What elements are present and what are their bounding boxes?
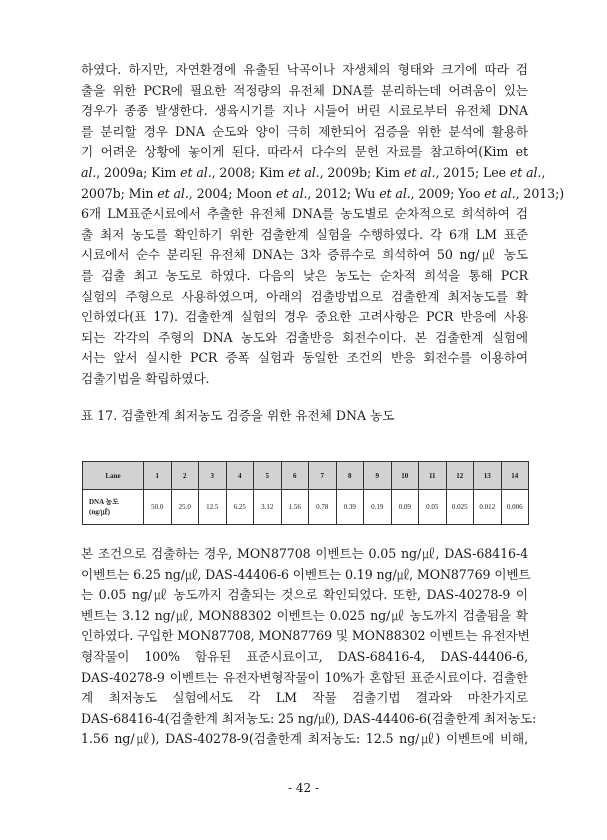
lane-header-cell: 7 — [309, 462, 337, 490]
value-cell: 0.39 — [336, 490, 364, 525]
text-line: 되는 각각의 주형의 DNA 농도와 검출반응 회전수이다. 본 검출한계 실험에 — [81, 329, 528, 345]
text-line: 는 0.05 ng/㎕ 농도까지 검출되는 것으로 확인되었다. 또한, DAS-40278-9 이 — [81, 587, 528, 603]
text-line: 인하였다. 구입한 MON87708, MON87769 및 MON88302 이벤트는 유전자변 — [81, 628, 530, 644]
row-label-line: DNA 농도 — [89, 498, 120, 506]
lane-header-cell: 8 — [336, 462, 364, 490]
lane-header-cell: 9 — [364, 462, 392, 490]
page-number: - 42 - — [287, 781, 319, 795]
value-cell: 0.19 — [364, 490, 392, 525]
lane-header-cell: 2 — [171, 462, 199, 490]
text-line: 인하였다(표 17). 검출한계 실험의 경우 중요한 고려사항은 PCR 반응에 사용 — [81, 309, 528, 325]
row-label-dna-concentration — [83, 490, 144, 525]
text-line: 를 분리할 경우 DNA 순도와 양이 극히 제한되어 검증을 위한 분석에 활용하 — [81, 123, 528, 139]
value-cell: 1.56 — [281, 490, 309, 525]
text-line: DAS-40278-9 이벤트는 유전자변형작물이 10%가 혼합된 표준시료이다. 검출한 — [81, 669, 528, 685]
value-cell: 6.25 — [226, 490, 254, 525]
text-line: DAS-68416-4(검출한계 최저농도: 25 ng/㎕), DAS-44406-6(검출한계 최저농도: — [81, 710, 537, 726]
value-cell: 0.09 — [391, 490, 419, 525]
table-caption: 표 17. 검출한계 최저농도 검증을 위한 유전체 DNA 농도 — [81, 408, 395, 423]
text-line: 1.56 ng/㎕), DAS-40278-9(검출한계 최저농도: 12.5 ng/㎕) 이벤트에 비해, — [81, 731, 528, 747]
value-cell: 12.5 — [199, 490, 227, 525]
value-cell: 25.0 — [171, 490, 199, 525]
lane-header-cell: 13 — [474, 462, 502, 490]
text-line: 서는 앞서 실시한 PCR 증폭 실험과 동일한 조건의 반응 회전수를 이용하여 — [81, 350, 528, 366]
text-line: 검출기법을 확립하였다. — [81, 370, 210, 386]
text-line: 실험의 주형으로 사용하였으며, 아래의 검출방법으로 검출한계 최저농도를 확 — [81, 288, 528, 304]
text-line: 경우가 종종 발생한다. 생육시기를 지나 시들어 버린 시료로부터 유전체 DNA — [81, 103, 528, 119]
table-row — [83, 490, 529, 525]
text-line: 형작물이 100% 함유된 표준시료이고, DAS-68416-4, DAS-44406-6, — [81, 648, 528, 664]
text-line: 출 최저 농도를 확인하기 위한 검출한계 실험을 수행하였다. 각 6개 LM 표준 — [81, 226, 528, 242]
lane-header-cell: 6 — [281, 462, 309, 490]
header-cell-lane: Lane — [83, 462, 144, 490]
body-paragraph-1 — [81, 60, 565, 390]
value-cell: 0.006 — [501, 490, 529, 525]
value-cell: 0.05 — [419, 490, 447, 525]
text-line: 2007b; Min et al., 2004; Moon et al., 2012; Wu et al., 2009; Yoo et al., 2013;) — [81, 185, 565, 201]
value-cell: 50.0 — [144, 490, 172, 525]
text-line: 이벤트는 6.25 ng/㎕, DAS-44406-6 이벤트는 0.19 ng/㎕, MON87769 이벤트 — [81, 566, 531, 582]
lane-header-cell: 4 — [226, 462, 254, 490]
value-cell: 0.78 — [309, 490, 337, 525]
lane-header-cell: 10 — [391, 462, 419, 490]
dna-concentration-table — [82, 461, 529, 525]
text-line: 본 조건으로 검출하는 경우, MON87708 이벤트는 0.05 ng/㎕, DAS-68416-4 — [81, 546, 528, 561]
text-line: 시료에서 순수 분리된 유전체 DNA는 3차 증류수로 희석하여 50 ng/㎕ 농도 — [81, 247, 528, 263]
lane-header-cell: 3 — [199, 462, 227, 490]
text-line: 벤트는 3.12 ng/㎕, MON88302 이벤트는 0.025 ng/㎕ 농도까지 검출됨을 확 — [81, 607, 528, 623]
value-cell: 0.025 — [446, 490, 474, 525]
text-line: al., 2009a; Kim et al., 2008; Kim et al., 2009b; Kim et al., 2015; Lee et al., — [81, 164, 546, 180]
text-line: 를 검출 최고 농도로 하였다. 다음의 낮은 농도는 순차적 희석을 통해 PCR — [81, 267, 528, 283]
text-line: 하였다. 하지만, 자연환경에 유출된 낙곡이나 자생체의 형태와 크기에 따라 검 — [81, 62, 528, 77]
body-paragraph-2 — [81, 544, 537, 750]
text-line: 6개 LM표준시료에서 추출한 유전체 DNA를 농도별로 순차적으로 희석하여 검 — [81, 206, 528, 222]
lane-header-cell: 14 — [501, 462, 529, 490]
value-cell: 0.012 — [474, 490, 502, 525]
lane-header-cell: 1 — [144, 462, 172, 490]
text-line: 기 어려운 상황에 놓이게 된다. 따라서 다수의 문헌 자료를 참고하여(Kim et — [81, 144, 528, 160]
lane-header-cell: 11 — [419, 462, 447, 490]
value-cell: 3.12 — [254, 490, 282, 525]
table-header-row — [83, 462, 529, 490]
text-line: 계 최저농도 실험에서도 각 LM 작물 검출기법 결과와 마찬가지로 — [81, 690, 528, 706]
lane-header-cell: 5 — [254, 462, 282, 490]
lane-header-cell: 12 — [446, 462, 474, 490]
text-line: 출을 위한 PCR에 필요한 적정량의 유전체 DNA를 분리하는데 어려움이 있는 — [81, 82, 528, 98]
row-label-unit: (ng/㎕) — [89, 508, 110, 516]
